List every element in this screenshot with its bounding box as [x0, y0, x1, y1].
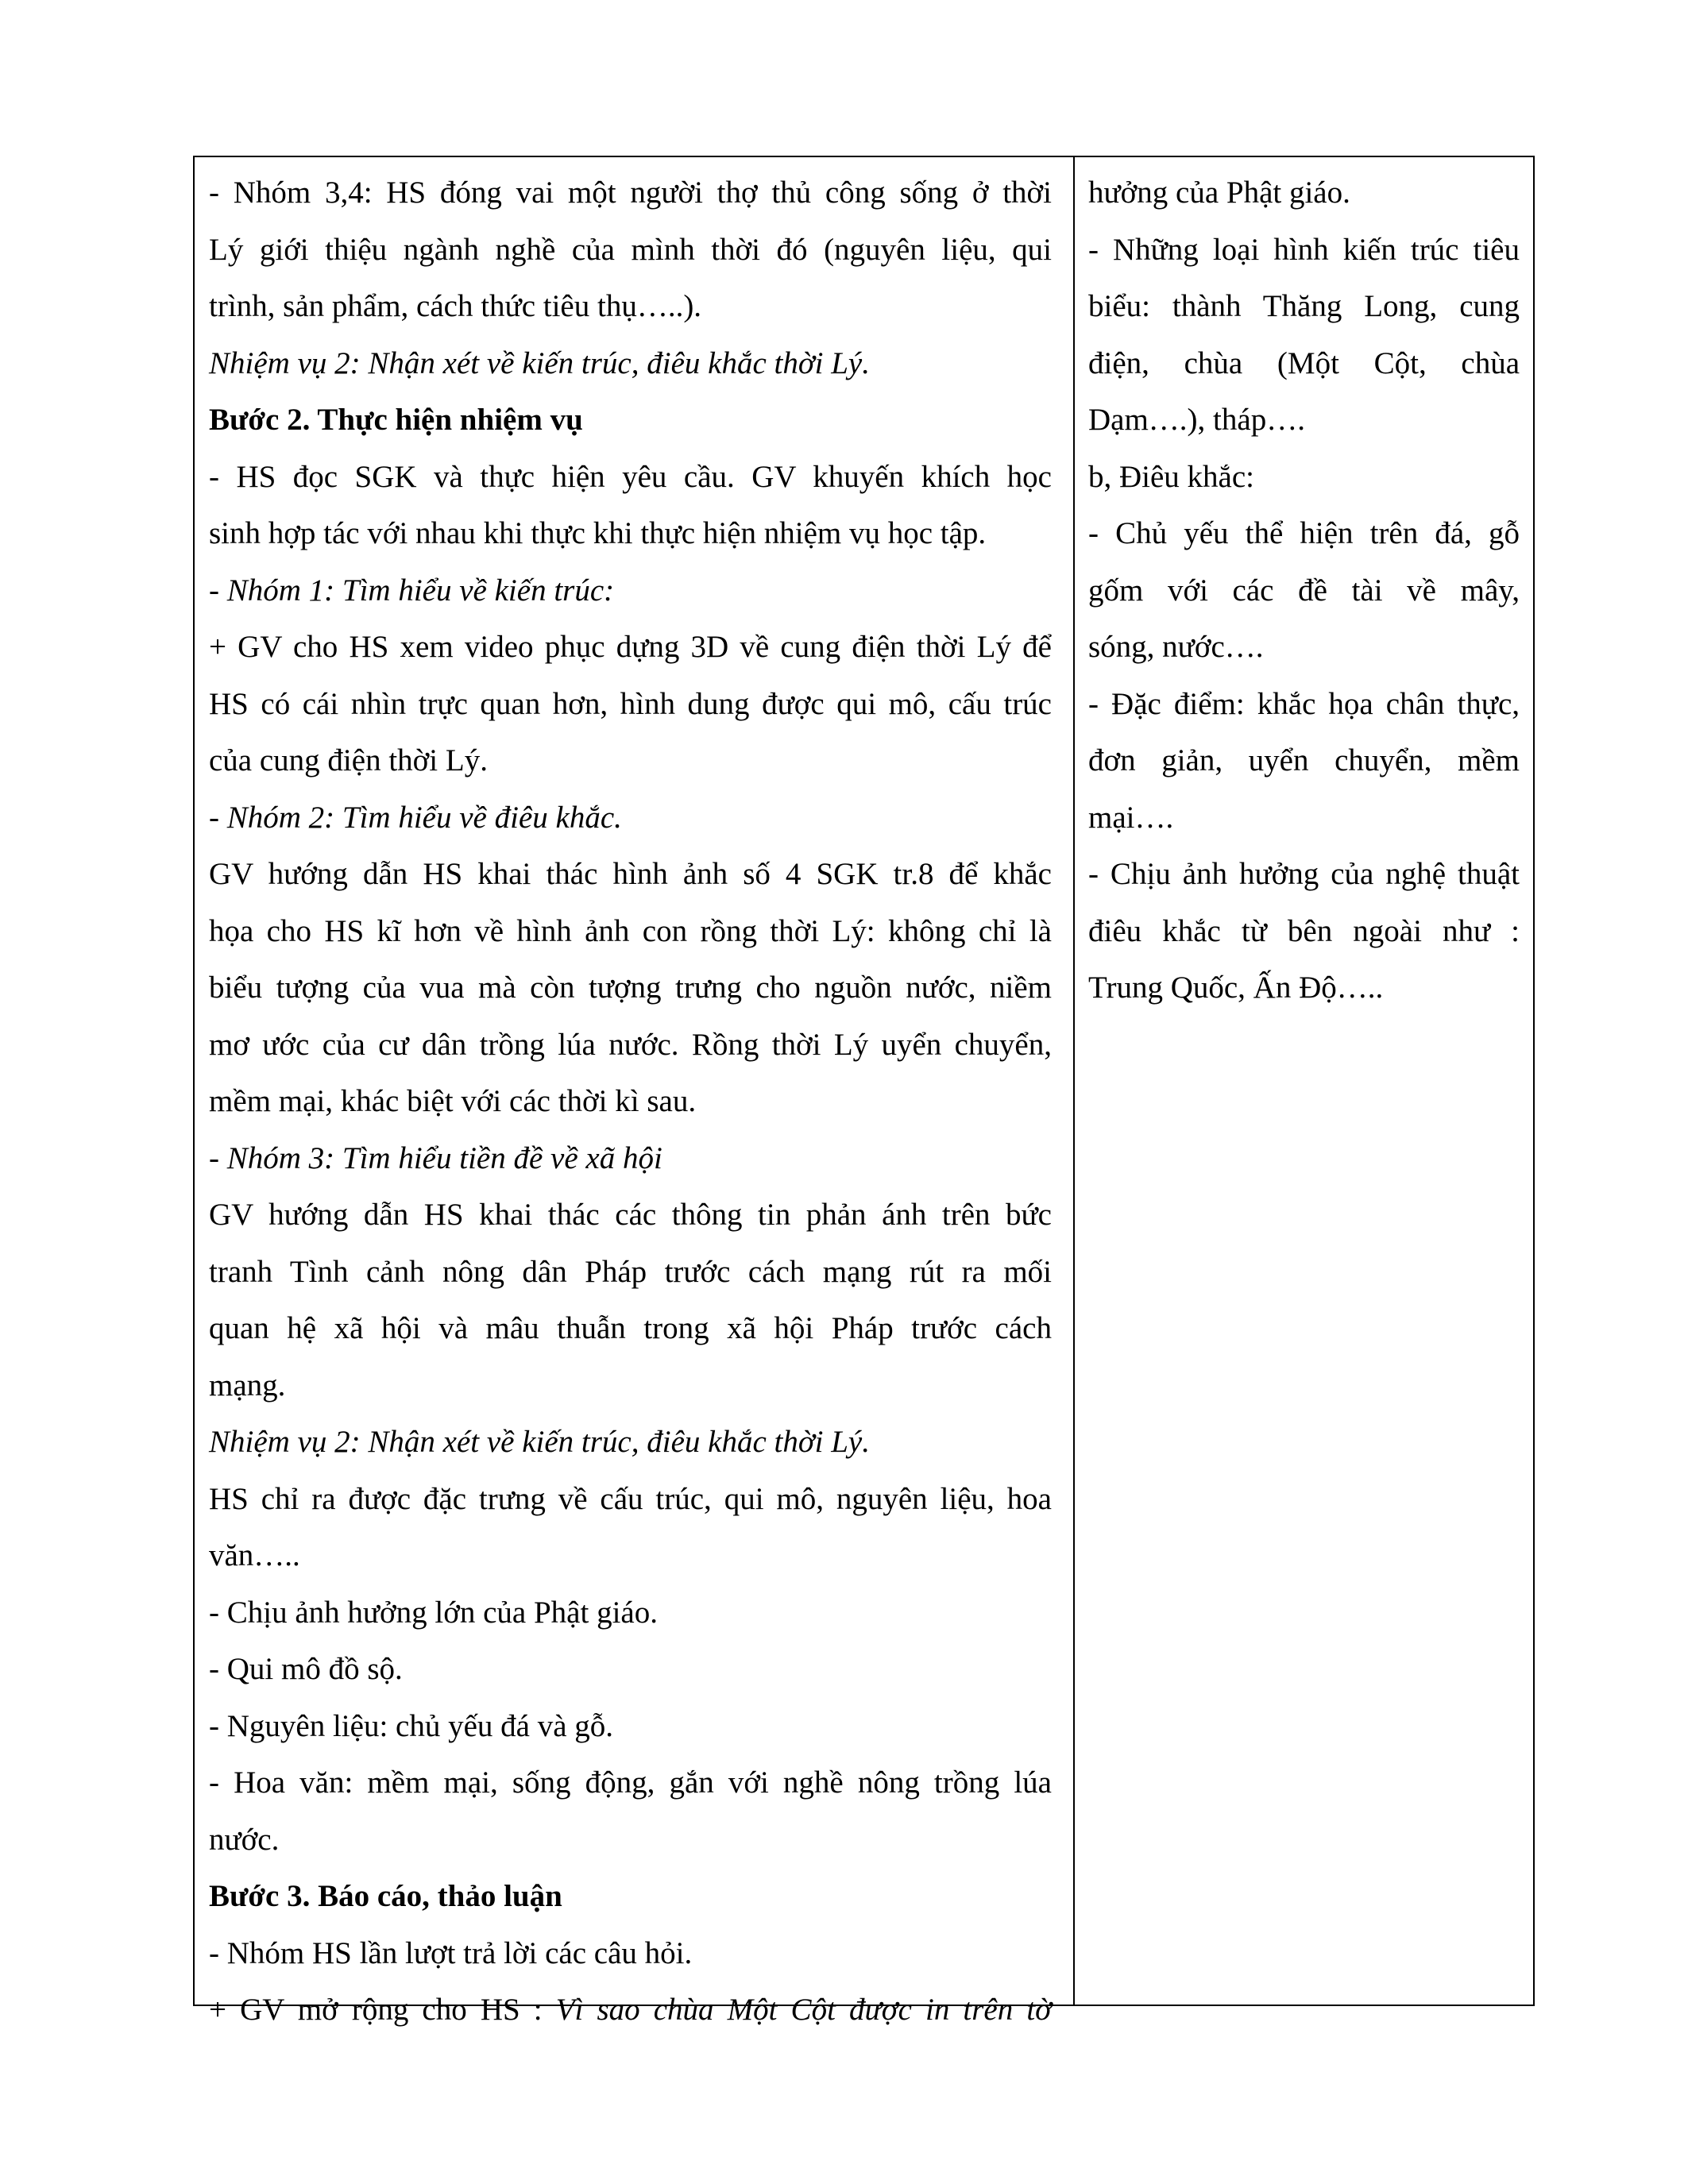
activity-line: mạng.	[209, 1368, 286, 1403]
activity-line: + GV cho HS xem video phục dựng 3D về cung điện thời Lý để	[209, 630, 1052, 664]
content-line: điêu khắc từ bên ngoài như :	[1088, 913, 1520, 948]
activity-line: Bước 2. Thực hiện nhiệm vụ	[209, 403, 583, 437]
activity-line: - Nhóm 1: Tìm hiểu về kiến trúc:	[209, 573, 615, 608]
activity-line: - Nhóm 3: Tìm hiểu tiền đề về xã hội	[209, 1140, 662, 1175]
activity-line-italic-text: Vì sao chùa Một Cột được in trên tờ	[555, 1993, 1052, 2027]
content-line: hưởng của Phật giáo.	[1088, 176, 1350, 210]
content-line: - Chủ yếu thể hiện trên đá, gỗ	[1088, 516, 1520, 550]
activity-line-text: + GV mở rộng cho HS :	[209, 1993, 556, 2027]
activity-line: mềm mại, khác biệt với các thời kì sau.	[209, 1084, 697, 1118]
activity-line: - Qui mô đồ sộ.	[209, 1652, 403, 1686]
activity-line: - Hoa văn: mềm mại, sống động, gắn với nghề nông trồng lúa	[209, 1765, 1052, 1800]
content-line: sóng, nước….	[1088, 630, 1264, 664]
activity-line: GV hướng dẫn HS khai thác các thông tin phản ánh trên bức	[209, 1198, 1052, 1232]
content-line: - Đặc điểm: khắc họa chân thực,	[1088, 686, 1520, 721]
activity-line: - HS đọc SGK và thực hiện yêu cầu. GV khuyến khích học	[209, 459, 1052, 494]
activity-line: - Chịu ảnh hưởng lớn của Phật giáo.	[209, 1595, 658, 1630]
activity-line: Lý giới thiệu ngành nghề của mình thời đó (nguyên liệu, qui	[209, 232, 1052, 267]
content-line: Trung Quốc, Ấn Độ…..	[1088, 970, 1384, 1005]
activity-column	[195, 157, 1075, 2027]
activity-line: sinh hợp tác với nhau khi thực khi thực hiện nhiệm vụ học tập.	[209, 516, 987, 550]
content-line: - Chịu ảnh hưởng của nghệ thuật	[1088, 857, 1520, 891]
content-line: b, Điêu khắc:	[1088, 459, 1255, 494]
content-line: - Những loại hình kiến trúc tiêu	[1088, 232, 1520, 267]
activity-line	[209, 1981, 1052, 2039]
activity-line: văn…..	[209, 1538, 300, 1572]
activity-line: - Nhóm 3,4: HS đóng vai một người thợ thủ công sống ở thời	[209, 176, 1052, 210]
content-line: Dạm….), tháp….	[1088, 403, 1305, 437]
activity-line: Nhiệm vụ 2: Nhận xét về kiến trúc, điêu khắc thời Lý.	[209, 1425, 870, 1459]
activity-line: - Nguyên liệu: chủ yếu đá và gỗ.	[209, 1708, 614, 1743]
content-column	[1075, 157, 1533, 2005]
content-line: biểu: thành Thăng Long, cung	[1088, 289, 1520, 323]
activity-line: Bước 3. Báo cáo, thảo luận	[209, 1879, 562, 1913]
activity-line: trình, sản phẩm, cách thức tiêu thụ…..).	[209, 289, 702, 323]
content-line: gốm với các đề tài về mây,	[1088, 573, 1520, 608]
cell-top-padding	[1088, 157, 1520, 164]
activity-line: của cung điện thời Lý.	[209, 743, 488, 778]
activity-line: - Nhóm HS lần lượt trả lời các câu hỏi.	[209, 1935, 693, 1970]
cell-top-padding	[209, 157, 1052, 164]
activity-line: họa cho HS kĩ hơn về hình ảnh con rồng thời Lý: không chỉ là	[209, 913, 1052, 948]
content-line: đơn giản, uyển chuyển, mềm	[1088, 743, 1520, 778]
activity-line: GV hướng dẫn HS khai thác hình ảnh số 4 SGK tr.8 để khắc	[209, 857, 1052, 891]
lesson-table	[193, 156, 1535, 2027]
activity-line: HS chỉ ra được đặc trưng về cấu trúc, qui mô, nguyên liệu, hoa	[209, 1481, 1052, 1516]
content-line: mại….	[1088, 800, 1174, 835]
activity-line: tranh Tình cảnh nông dân Pháp trước cách mạng rút ra mối	[209, 1254, 1052, 1289]
activity-line: mơ ước của cư dân trồng lúa nước. Rồng thời Lý uyển chuyển,	[209, 1027, 1052, 1062]
content-line: điện, chùa (Một Cột, chùa	[1088, 345, 1520, 380]
activity-line: HS có cái nhìn trực quan hơn, hình dung được qui mô, cấu trúc	[209, 686, 1052, 721]
activity-line: Nhiệm vụ 2: Nhận xét về kiến trúc, điêu khắc thời Lý.	[209, 345, 870, 380]
activity-line: biểu tượng của vua mà còn tượng trưng cho nguồn nước, niềm	[209, 970, 1052, 1005]
activity-line: nước.	[209, 1822, 280, 1857]
activity-line: quan hệ xã hội và mâu thuẫn trong xã hội Pháp trước cách	[209, 1311, 1052, 1345]
activity-line: - Nhóm 2: Tìm hiểu về điêu khắc.	[209, 800, 622, 835]
